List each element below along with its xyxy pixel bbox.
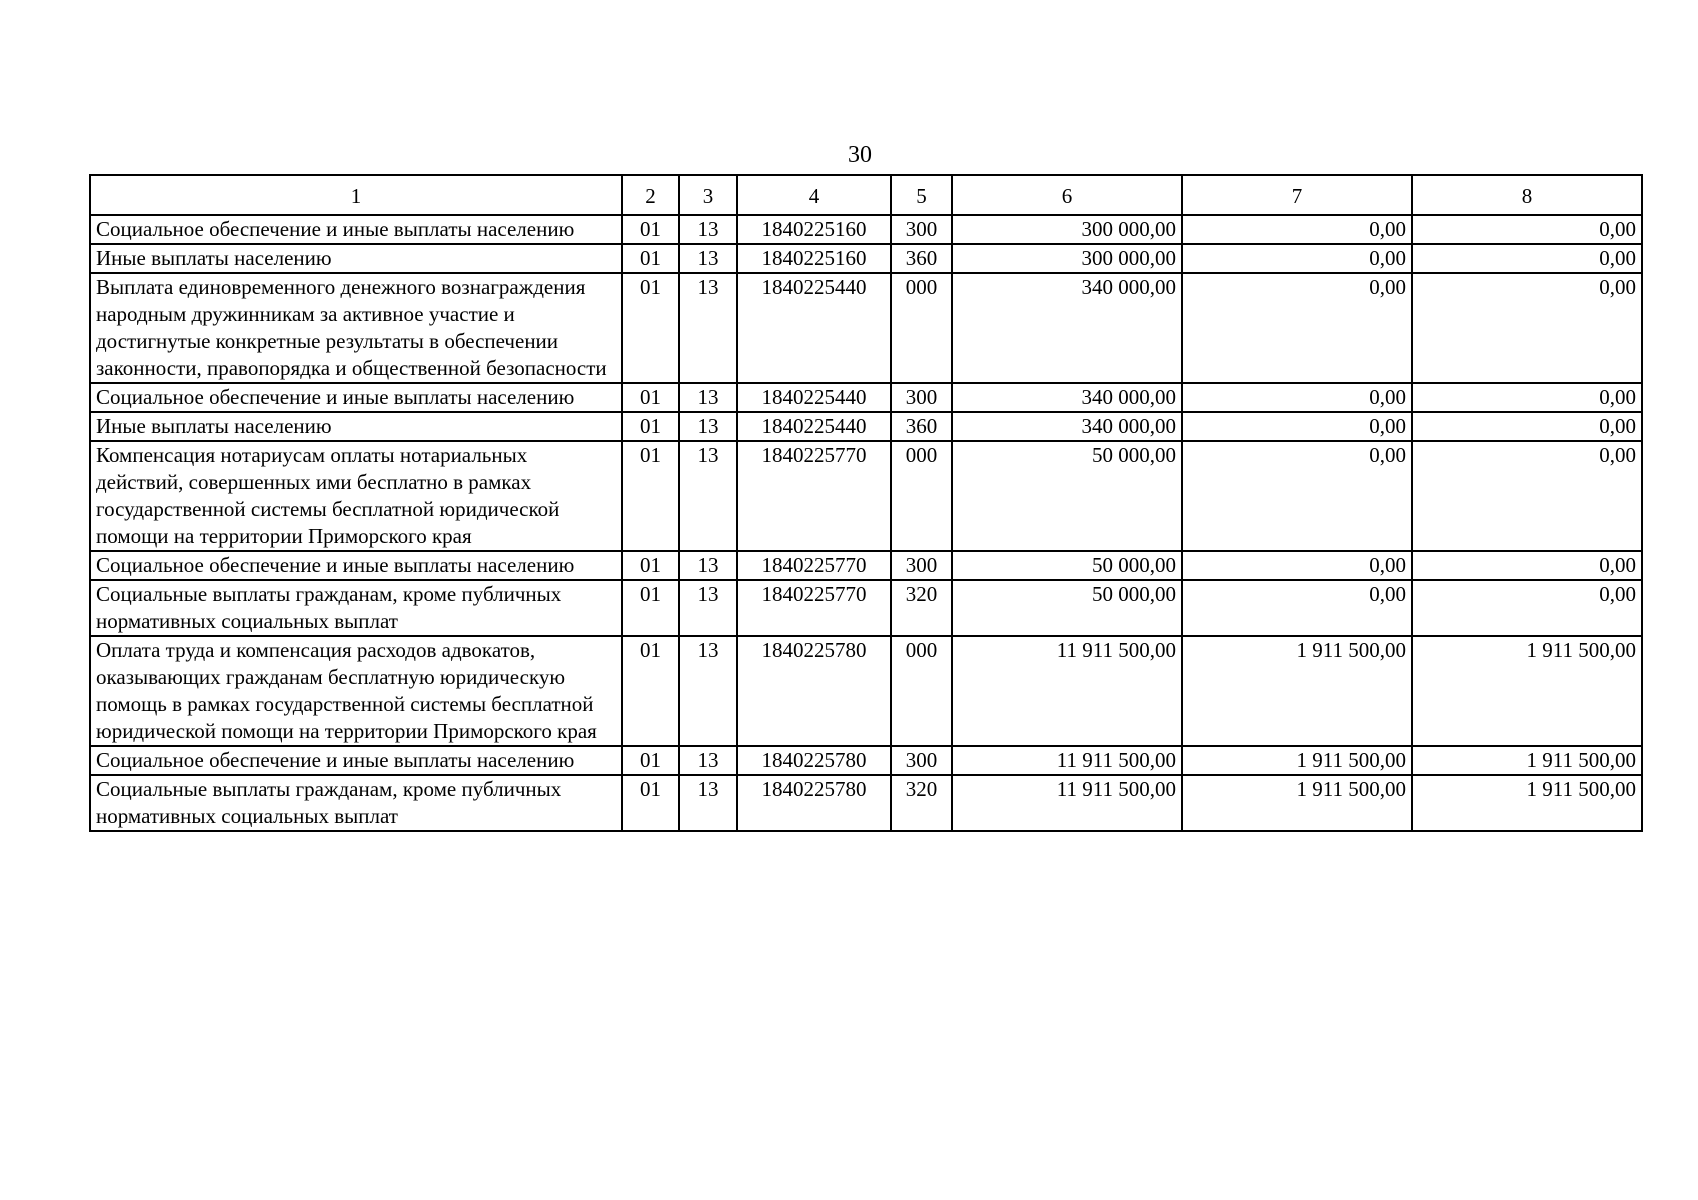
row-expense-type: 360 [891,244,952,273]
row-amount-8: 0,00 [1412,244,1642,273]
row-name: Социальное обеспечение и иные выплаты населению [90,746,622,775]
row-amount-6: 11 911 500,00 [952,746,1182,775]
row-expense-type: 300 [891,215,952,244]
row-amount-6: 50 000,00 [952,441,1182,551]
row-name: Оплата труда и компенсация расходов адвокатов, оказывающих гражданам бесплатную юридическую помощь в рамках государственной системы бесплатной юридической помощи на территории Приморского края [90,636,622,746]
row-subsection: 13 [679,273,737,383]
table-row [90,383,1642,412]
column-header: 2 [622,175,679,215]
row-expense-type: 320 [891,580,952,636]
row-subsection: 13 [679,636,737,746]
row-amount-8: 0,00 [1412,551,1642,580]
row-expense-type: 000 [891,441,952,551]
row-amount-6: 300 000,00 [952,244,1182,273]
row-amount-8: 0,00 [1412,580,1642,636]
row-expense-type: 300 [891,746,952,775]
row-name: Иные выплаты населению [90,244,622,273]
row-target-article: 1840225160 [737,244,891,273]
row-expense-type: 360 [891,412,952,441]
row-expense-type: 000 [891,636,952,746]
row-section: 01 [622,215,679,244]
row-target-article: 1840225770 [737,551,891,580]
row-amount-8: 0,00 [1412,441,1642,551]
row-amount-6: 300 000,00 [952,215,1182,244]
row-subsection: 13 [679,215,737,244]
row-amount-7: 0,00 [1182,244,1412,273]
column-header: 4 [737,175,891,215]
row-amount-8: 0,00 [1412,412,1642,441]
row-amount-6: 50 000,00 [952,551,1182,580]
row-amount-6: 340 000,00 [952,273,1182,383]
table-row [90,580,1642,636]
table-row [90,551,1642,580]
column-header: 5 [891,175,952,215]
table-row [90,412,1642,441]
row-section: 01 [622,551,679,580]
row-subsection: 13 [679,746,737,775]
row-amount-6: 11 911 500,00 [952,636,1182,746]
row-section: 01 [622,412,679,441]
row-amount-7: 0,00 [1182,273,1412,383]
row-amount-7: 1 911 500,00 [1182,636,1412,746]
page-number: 30 [848,142,872,168]
row-target-article: 1840225440 [737,273,891,383]
row-amount-7: 0,00 [1182,441,1412,551]
row-name: Социальное обеспечение и иные выплаты населению [90,383,622,412]
row-section: 01 [622,746,679,775]
row-subsection: 13 [679,383,737,412]
row-target-article: 1840225440 [737,412,891,441]
row-subsection: 13 [679,412,737,441]
row-amount-8: 1 911 500,00 [1412,775,1642,831]
row-name: Социальное обеспечение и иные выплаты населению [90,551,622,580]
row-expense-type: 300 [891,383,952,412]
row-amount-8: 0,00 [1412,273,1642,383]
row-name: Выплата единовременного денежного вознаграждения народным дружинникам за активное участие и достигнутые конкретные результаты в обеспечении законности, правопорядка и общественной безопасности [90,273,622,383]
row-section: 01 [622,273,679,383]
row-amount-8: 1 911 500,00 [1412,636,1642,746]
table-row [90,273,1642,383]
table-row [90,441,1642,551]
row-target-article: 1840225770 [737,441,891,551]
table-row [90,636,1642,746]
column-header: 3 [679,175,737,215]
row-section: 01 [622,441,679,551]
row-target-article: 1840225160 [737,215,891,244]
row-amount-6: 50 000,00 [952,580,1182,636]
row-section: 01 [622,636,679,746]
table-row [90,215,1642,244]
row-name: Социальное обеспечение и иные выплаты населению [90,215,622,244]
row-expense-type: 300 [891,551,952,580]
row-amount-8: 0,00 [1412,215,1642,244]
row-amount-8: 0,00 [1412,383,1642,412]
row-target-article: 1840225780 [737,746,891,775]
row-target-article: 1840225780 [737,775,891,831]
row-section: 01 [622,775,679,831]
row-amount-6: 340 000,00 [952,412,1182,441]
row-target-article: 1840225440 [737,383,891,412]
row-subsection: 13 [679,551,737,580]
row-amount-7: 1 911 500,00 [1182,746,1412,775]
row-subsection: 13 [679,580,737,636]
column-header: 1 [90,175,622,215]
table-row [90,775,1642,831]
row-amount-7: 0,00 [1182,412,1412,441]
row-amount-7: 0,00 [1182,383,1412,412]
budget-table [89,174,1643,832]
row-amount-7: 1 911 500,00 [1182,775,1412,831]
row-section: 01 [622,244,679,273]
row-name: Иные выплаты населению [90,412,622,441]
header-row [90,175,1642,215]
row-subsection: 13 [679,441,737,551]
row-amount-7: 0,00 [1182,551,1412,580]
row-amount-6: 11 911 500,00 [952,775,1182,831]
row-subsection: 13 [679,775,737,831]
row-subsection: 13 [679,244,737,273]
row-target-article: 1840225780 [737,636,891,746]
row-amount-7: 0,00 [1182,580,1412,636]
row-name: Социальные выплаты гражданам, кроме публичных нормативных социальных выплат [90,775,622,831]
row-amount-8: 1 911 500,00 [1412,746,1642,775]
row-target-article: 1840225770 [737,580,891,636]
column-header: 6 [952,175,1182,215]
row-name: Социальные выплаты гражданам, кроме публичных нормативных социальных выплат [90,580,622,636]
row-amount-6: 340 000,00 [952,383,1182,412]
column-header: 7 [1182,175,1412,215]
row-section: 01 [622,580,679,636]
row-amount-7: 0,00 [1182,215,1412,244]
row-section: 01 [622,383,679,412]
row-expense-type: 320 [891,775,952,831]
table-row [90,244,1642,273]
column-header: 8 [1412,175,1642,215]
row-expense-type: 000 [891,273,952,383]
row-name: Компенсация нотариусам оплаты нотариальных действий, совершенных ими бесплатно в рамках государственной системы бесплатной юридической помощи на территории Приморского края [90,441,622,551]
table-row [90,746,1642,775]
